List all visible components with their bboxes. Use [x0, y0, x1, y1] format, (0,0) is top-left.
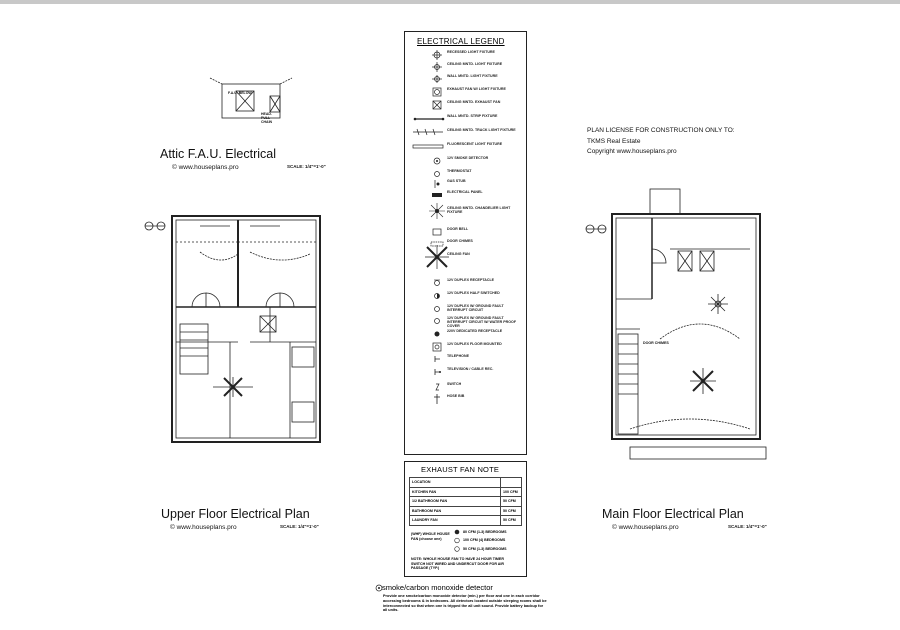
chandelier-icon	[429, 205, 449, 217]
legend-item	[405, 114, 528, 128]
table-row	[410, 516, 522, 526]
legend-item-label: TELEPHONE	[447, 354, 469, 358]
fan-location-cell: LAUNDRY FAN	[410, 516, 501, 526]
legend-item	[405, 156, 528, 170]
fluorescent-light-icon	[429, 141, 449, 153]
attic-plan-drawing	[210, 78, 300, 128]
legend-item-label: GAS STUB	[447, 179, 466, 183]
fan-cfm-cell: 50 CFM	[501, 506, 522, 516]
legend-item-label: CEILING MNTD. LIGHT FIXTURE	[447, 62, 503, 66]
main-plan-title: Main Floor Electrical Plan	[602, 507, 744, 521]
fan-cfm-cell: 50 CFM	[501, 516, 522, 526]
fan-cfm-cell: 50 CFM	[501, 497, 522, 507]
legend-item-label: CEILING MNTD. EXHAUST FAN	[447, 100, 501, 104]
legend-item	[405, 190, 528, 204]
ceiling-light-icon	[429, 61, 449, 73]
legend-item	[405, 278, 528, 292]
legend-item	[405, 100, 528, 114]
television-icon	[429, 366, 449, 378]
legend-item	[405, 394, 528, 408]
legend-item-label: DOOR BELL	[447, 227, 469, 231]
main-door-chimes-label: DOOR CHIMES	[643, 341, 669, 345]
legend-item-label: TELEVISION / CABLE REC.	[447, 367, 494, 371]
license-line-2: TKMS Real Estate	[587, 138, 641, 145]
half-switched-icon	[429, 290, 449, 302]
fan-header-cell: LOCATION	[410, 478, 501, 488]
gfi-wp-receptacle-icon	[429, 315, 449, 327]
table-row	[410, 497, 522, 507]
hose-bib-icon	[429, 393, 449, 405]
legend-item-label: ELECTRICAL PANEL	[447, 190, 483, 194]
legend-item-label: CEILING MNTD. TRACK LIGHT FIXTURE	[447, 128, 516, 132]
floor-receptacle-icon	[429, 341, 449, 353]
attic-fau-label: F.A.U. BELOW	[228, 91, 252, 95]
door-bell-icon	[429, 226, 449, 238]
attic-plan-credit: © www.houseplans.pro	[172, 164, 239, 171]
table-row	[410, 487, 522, 497]
legend-item-label: DOOR CHIMES	[447, 239, 473, 243]
legend-item-label: FLUORESCENT LIGHT FIXTURE	[447, 142, 503, 146]
legend-item-label: EXHAUST FAN W/ LIGHT FIXTURE	[447, 87, 506, 91]
fan-note-title: EXHAUST FAN NOTE	[421, 465, 500, 474]
legend-item	[405, 316, 528, 330]
upper-floor-plan-drawing	[140, 212, 330, 447]
upper-plan-title: Upper Floor Electrical Plan	[161, 507, 310, 521]
legend-item	[405, 367, 528, 381]
strip-light-icon	[429, 113, 449, 125]
fan-option-radio-icons	[453, 528, 461, 558]
legend-item-label: 12V DUPLEX W/ GROUND FAULT INTERRUPT CIRCUIT W/ WATER PROOF COVER	[447, 316, 517, 329]
legend-item-label: WALL MNTD. LIGHT FIXTURE	[447, 74, 498, 78]
smoke-detector-icon	[429, 155, 449, 167]
legend-item	[405, 252, 528, 266]
gfi-receptacle-icon	[429, 303, 449, 315]
legend-item	[405, 142, 528, 156]
table-row	[410, 478, 522, 488]
electrical-panel-icon	[429, 189, 449, 201]
smoke-detector-title: smoke/carbon monoxide detector	[382, 583, 493, 592]
legend-item-label: 12V DUPLEX FLOOR MOUNTED	[447, 342, 502, 346]
legend-item-label: 220V DEDICATED RECEPTACLE	[447, 329, 503, 333]
switch-icon	[429, 381, 449, 393]
track-light-icon	[429, 127, 449, 139]
legend-item-label: WALL MNTD. STRIP FIXTURE	[447, 114, 498, 118]
recessed-light-icon	[429, 49, 449, 61]
legend-item	[405, 329, 528, 343]
legend-item	[405, 206, 528, 220]
legend-item-label: HOSE BIB	[447, 394, 465, 398]
fan-location-cell: BATHROOM FAN	[410, 506, 501, 516]
legend-item	[405, 87, 528, 101]
legend-item	[405, 291, 528, 305]
attic-pull-chain-label: HEAD. PULL CHAIN	[261, 112, 273, 124]
exhaust-fan-light-icon	[429, 86, 449, 98]
exhaust-fan-note	[404, 461, 527, 577]
exhaust-fan-icon	[429, 99, 449, 111]
fan-cfm-cell: 100 CFM	[501, 487, 522, 497]
attic-plan-scale: SCALE: 1/4"=1'-0"	[287, 164, 326, 169]
fan-location-cell: 1/2 BATHROOM FAN	[410, 497, 501, 507]
fan-location-cell: KITCHEN FAN	[410, 487, 501, 497]
legend-item-label: RECESSED LIGHT FIXTURE	[447, 50, 495, 54]
fan-note-text: NOTE: WHOLE HOUSE FAN TO HAVE 24 HOUR TIMER SWITCH NOT WIRED AND UNDERCUT DOOR FOR AIR PASSAGE (TYP.)	[411, 557, 504, 570]
telephone-icon	[429, 353, 449, 365]
legend-item-label: CEILING FAN	[447, 252, 470, 256]
fan-header-cfm	[501, 478, 522, 488]
dedicated-receptacle-icon	[429, 328, 449, 340]
legend-title: ELECTRICAL LEGEND	[417, 37, 505, 46]
ceiling-fan-icon	[429, 251, 449, 263]
legend-item	[405, 128, 528, 142]
fan-option-2: 100 CFM (4) BEDROOMS	[463, 538, 506, 542]
license-line-3: Copyright www.houseplans.pro	[587, 148, 677, 155]
duplex-receptacle-icon	[429, 277, 449, 289]
fan-note-table	[409, 477, 522, 526]
smoke-detector-text: Provide one smoke/carbon monoxide detector (min.) per floor and one in each corridor accessing bedrooms & in bedrooms. All detectors located outside sleeping rooms shall be interconnected so that when one is tripped the all unit sound. Provide battery backup for all units.	[383, 594, 547, 613]
main-plan-credit: © www.houseplans.pro	[612, 524, 679, 531]
electrical-legend	[404, 31, 527, 455]
legend-item	[405, 239, 528, 253]
whole-house-fan-label: (WHF) WHOLE HOUSE FAN (choose one)	[411, 532, 450, 541]
main-floor-plan-drawing	[590, 189, 780, 464]
wall-light-icon	[429, 73, 449, 85]
upper-plan-credit: © www.houseplans.pro	[170, 524, 237, 531]
attic-plan-title: Attic F.A.U. Electrical	[160, 147, 276, 161]
fan-option-1: 80 CFM (1-3) BEDROOMS	[463, 530, 507, 534]
legend-item-label: CEILING MNTD. CHANDELIER LIGHT FIXTURE	[447, 206, 511, 215]
legend-item	[405, 74, 528, 88]
license-line-1: PLAN LICENSE FOR CONSTRUCTION ONLY TO:	[587, 127, 735, 134]
table-row	[410, 506, 522, 516]
legend-item-label: 12V SMOKE DETECTOR	[447, 156, 489, 160]
legend-item-label: SWITCH	[447, 382, 462, 386]
legend-item-label: THERMOSTAT	[447, 169, 472, 173]
legend-item-label: 12V DUPLEX HALF SWITCHED	[447, 291, 500, 295]
legend-item-label: 12V DUPLEX RECEPTACLE	[447, 278, 495, 282]
legend-item-label: 12V DUPLEX W/ GROUND FAULT INTERRUPT CIRCUIT	[447, 304, 504, 313]
fan-option-3: 50 CFM (1-3) BEDROOMS	[463, 547, 507, 551]
main-plan-scale: SCALE: 1/4"=1'-0"	[728, 524, 767, 529]
upper-plan-scale: SCALE: 1/4"=1'-0"	[280, 524, 319, 529]
legend-item	[405, 354, 528, 368]
